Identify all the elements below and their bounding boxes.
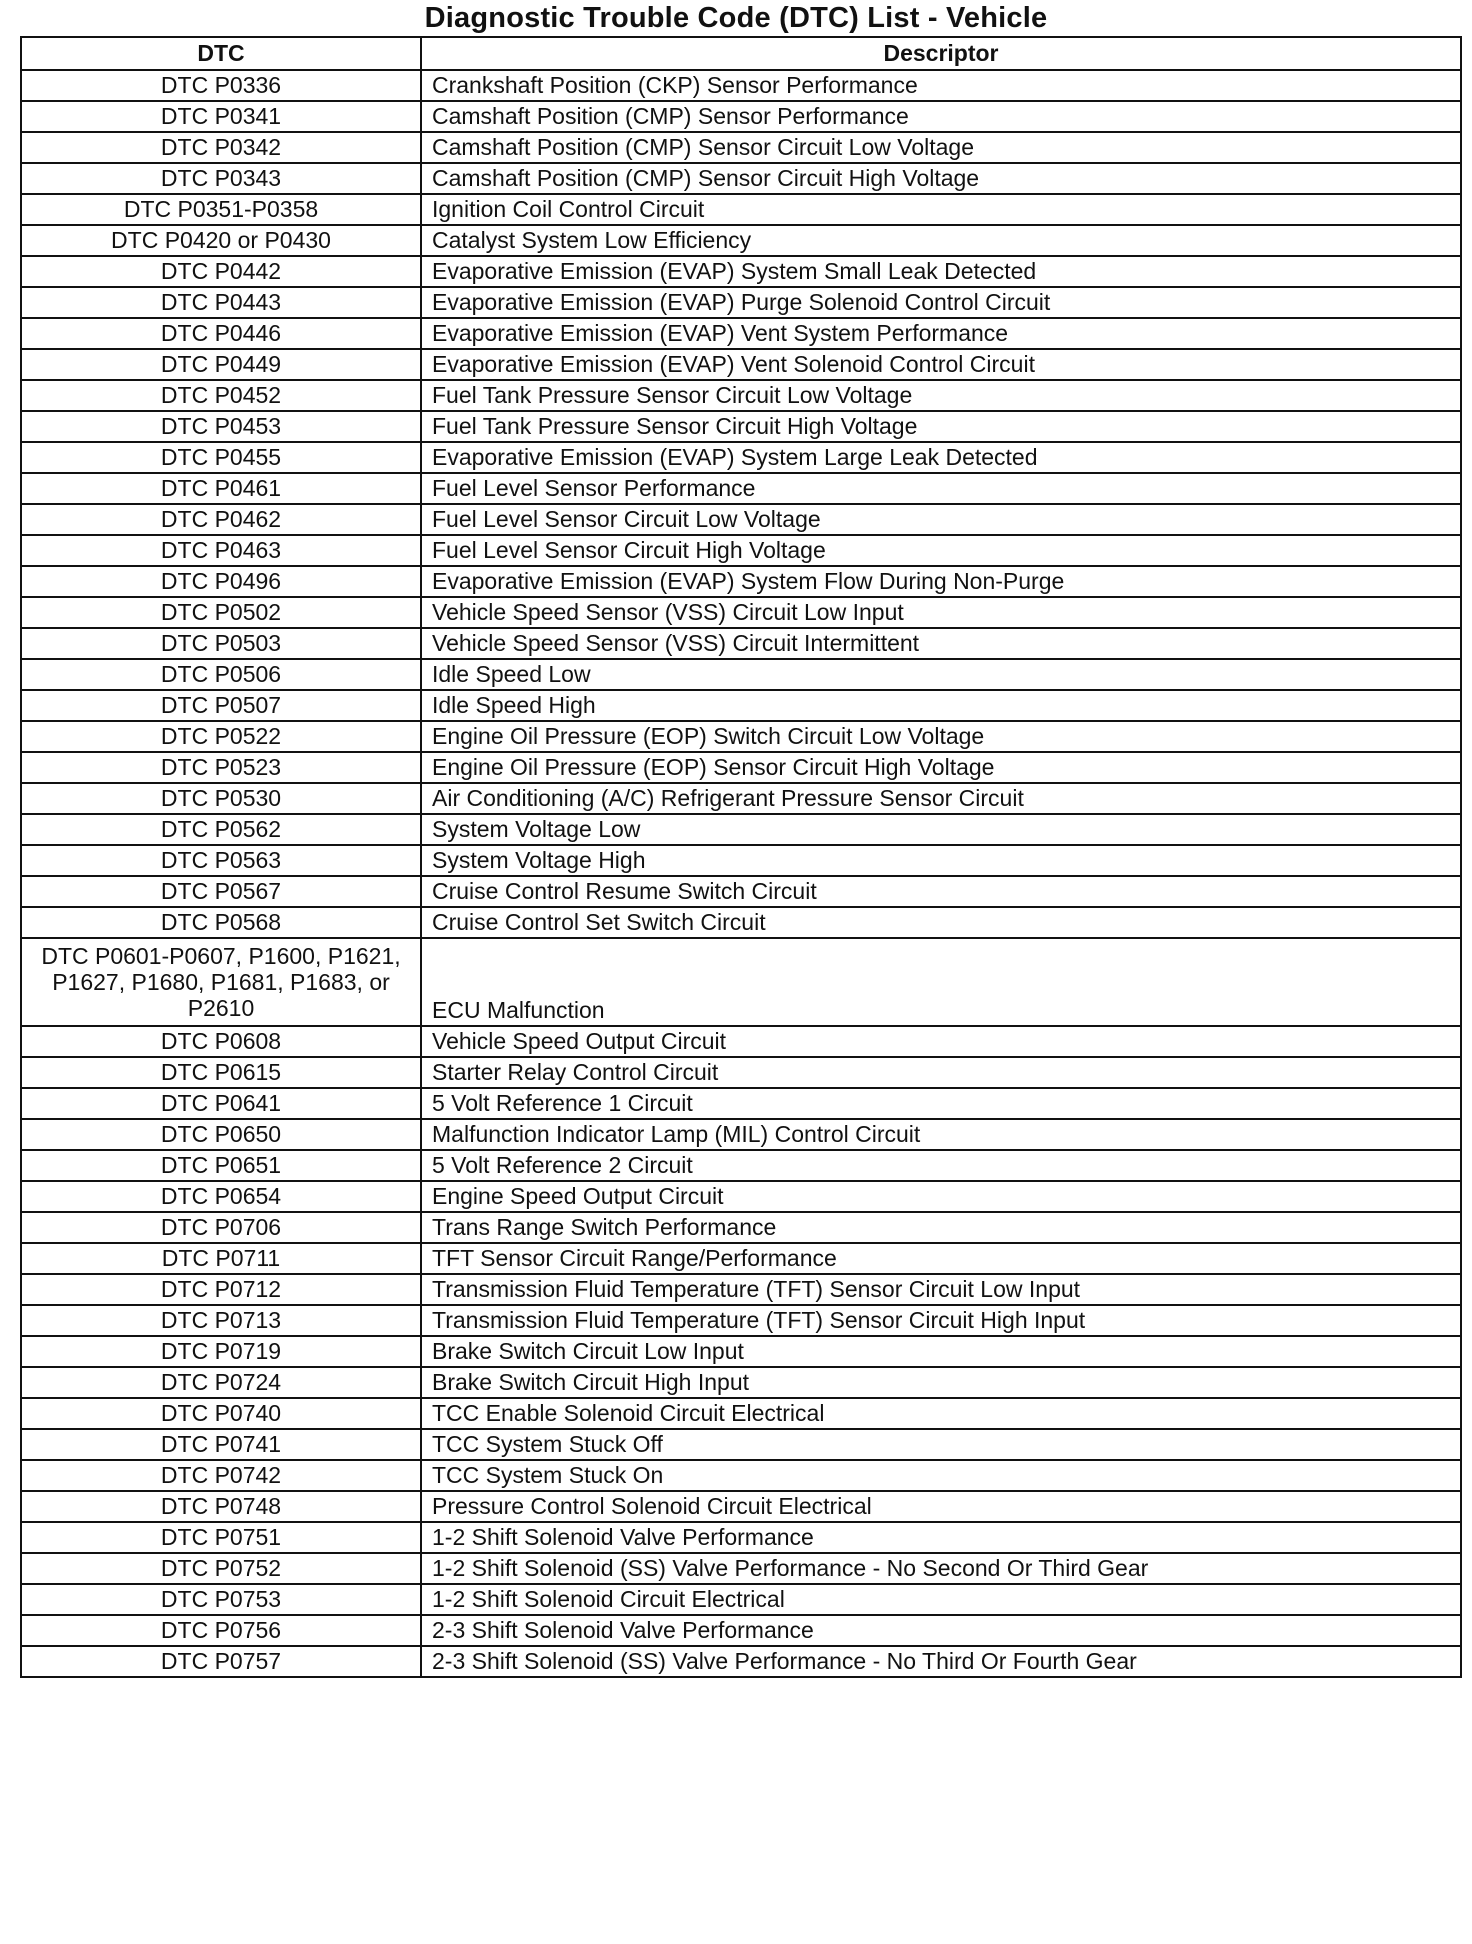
table-row: [21, 1026, 1461, 1057]
dtc-code-cell: DTC P0654: [21, 1181, 421, 1212]
table-row: [21, 1057, 1461, 1088]
dtc-descriptor-cell: 2-3 Shift Solenoid Valve Performance: [421, 1615, 1461, 1646]
dtc-code-cell: DTC P0601-P0607, P1600, P1621, P1627, P1680, P1681, P1683, or P2610: [21, 938, 421, 1026]
dtc-descriptor-cell: Brake Switch Circuit High Input: [421, 1367, 1461, 1398]
dtc-descriptor-cell: 5 Volt Reference 2 Circuit: [421, 1150, 1461, 1181]
dtc-descriptor-cell: Pressure Control Solenoid Circuit Electrical: [421, 1491, 1461, 1522]
table-row: [21, 721, 1461, 752]
dtc-code-cell: DTC P0442: [21, 256, 421, 287]
dtc-descriptor-cell: Camshaft Position (CMP) Sensor Performance: [421, 101, 1461, 132]
dtc-descriptor-cell: Trans Range Switch Performance: [421, 1212, 1461, 1243]
dtc-code-cell: DTC P0641: [21, 1088, 421, 1119]
table-row: [21, 1460, 1461, 1491]
dtc-descriptor-cell: Ignition Coil Control Circuit: [421, 194, 1461, 225]
table-row: [21, 163, 1461, 194]
table-row: [21, 1243, 1461, 1274]
table-row: [21, 1398, 1461, 1429]
dtc-code-cell: DTC P0530: [21, 783, 421, 814]
dtc-descriptor-cell: Idle Speed Low: [421, 659, 1461, 690]
dtc-code-cell: DTC P0522: [21, 721, 421, 752]
dtc-code-cell: DTC P0446: [21, 318, 421, 349]
dtc-code-cell: DTC P0615: [21, 1057, 421, 1088]
dtc-code-cell: DTC P0706: [21, 1212, 421, 1243]
dtc-descriptor-cell: System Voltage Low: [421, 814, 1461, 845]
dtc-code-cell: DTC P0443: [21, 287, 421, 318]
dtc-code-cell: DTC P0463: [21, 535, 421, 566]
dtc-descriptor-cell: Evaporative Emission (EVAP) System Small Leak Detected: [421, 256, 1461, 287]
dtc-code-cell: DTC P0751: [21, 1522, 421, 1553]
dtc-descriptor-cell: Cruise Control Set Switch Circuit: [421, 907, 1461, 938]
dtc-descriptor-cell: Crankshaft Position (CKP) Sensor Performance: [421, 70, 1461, 101]
dtc-descriptor-cell: Brake Switch Circuit Low Input: [421, 1336, 1461, 1367]
table-row: [21, 101, 1461, 132]
dtc-descriptor-cell: Engine Oil Pressure (EOP) Sensor Circuit High Voltage: [421, 752, 1461, 783]
dtc-descriptor-cell: Transmission Fluid Temperature (TFT) Sensor Circuit High Input: [421, 1305, 1461, 1336]
dtc-code-cell: DTC P0336: [21, 70, 421, 101]
dtc-code-cell: DTC P0453: [21, 411, 421, 442]
dtc-code-cell: DTC P0756: [21, 1615, 421, 1646]
table-body: [21, 70, 1461, 1677]
table-row: [21, 1305, 1461, 1336]
dtc-descriptor-cell: Vehicle Speed Sensor (VSS) Circuit Low Input: [421, 597, 1461, 628]
dtc-descriptor-cell: Evaporative Emission (EVAP) Vent Solenoid Control Circuit: [421, 349, 1461, 380]
dtc-code-cell: DTC P0719: [21, 1336, 421, 1367]
dtc-descriptor-cell: Camshaft Position (CMP) Sensor Circuit Low Voltage: [421, 132, 1461, 163]
dtc-descriptor-cell: TCC System Stuck On: [421, 1460, 1461, 1491]
dtc-code-cell: DTC P0507: [21, 690, 421, 721]
dtc-code-cell: DTC P0757: [21, 1646, 421, 1677]
dtc-code-cell: DTC P0341: [21, 101, 421, 132]
dtc-descriptor-cell: Transmission Fluid Temperature (TFT) Sensor Circuit Low Input: [421, 1274, 1461, 1305]
dtc-code-cell: DTC P0342: [21, 132, 421, 163]
table-row: [21, 783, 1461, 814]
table-row: [21, 690, 1461, 721]
dtc-descriptor-cell: Evaporative Emission (EVAP) Purge Solenoid Control Circuit: [421, 287, 1461, 318]
dtc-descriptor-cell: Catalyst System Low Efficiency: [421, 225, 1461, 256]
table-row: [21, 1274, 1461, 1305]
dtc-code-cell: DTC P0741: [21, 1429, 421, 1460]
page-title: Diagnostic Trouble Code (DTC) List - Vehicle: [424, 2, 1048, 34]
table-row: [21, 132, 1461, 163]
table-row: [21, 628, 1461, 659]
dtc-code-cell: DTC P0713: [21, 1305, 421, 1336]
dtc-code-cell: DTC P0712: [21, 1274, 421, 1305]
table-row: [21, 1088, 1461, 1119]
table-row: [21, 752, 1461, 783]
dtc-code-cell: DTC P0523: [21, 752, 421, 783]
dtc-descriptor-cell: TCC System Stuck Off: [421, 1429, 1461, 1460]
dtc-descriptor-cell: Evaporative Emission (EVAP) System Flow During Non-Purge: [421, 566, 1461, 597]
dtc-descriptor-cell: 2-3 Shift Solenoid (SS) Valve Performance - No Third Or Fourth Gear: [421, 1646, 1461, 1677]
dtc-descriptor-cell: 5 Volt Reference 1 Circuit: [421, 1088, 1461, 1119]
table-row: [21, 473, 1461, 504]
dtc-code-cell: DTC P0651: [21, 1150, 421, 1181]
dtc-descriptor-cell: Fuel Tank Pressure Sensor Circuit Low Voltage: [421, 380, 1461, 411]
dtc-descriptor-cell: System Voltage High: [421, 845, 1461, 876]
table-row: [21, 1181, 1461, 1212]
table-row: [21, 194, 1461, 225]
table-row: [21, 380, 1461, 411]
dtc-descriptor-cell: ECU Malfunction: [421, 938, 1461, 1026]
dtc-code-cell: DTC P0753: [21, 1584, 421, 1615]
table-row: [21, 1367, 1461, 1398]
dtc-code-cell: DTC P0502: [21, 597, 421, 628]
dtc-code-cell: DTC P0449: [21, 349, 421, 380]
table-row: [21, 1150, 1461, 1181]
table-header-row: [21, 37, 1461, 70]
table-row: [21, 1429, 1461, 1460]
table-row: [21, 318, 1461, 349]
column-header-dtc: DTC: [21, 37, 421, 70]
dtc-descriptor-cell: Evaporative Emission (EVAP) Vent System Performance: [421, 318, 1461, 349]
dtc-descriptor-cell: Fuel Level Sensor Circuit High Voltage: [421, 535, 1461, 566]
column-header-descriptor: Descriptor: [421, 37, 1461, 70]
table-row: [21, 566, 1461, 597]
dtc-descriptor-cell: Air Conditioning (A/C) Refrigerant Pressure Sensor Circuit: [421, 783, 1461, 814]
dtc-descriptor-cell: Cruise Control Resume Switch Circuit: [421, 876, 1461, 907]
dtc-code-cell: DTC P0748: [21, 1491, 421, 1522]
table-row: [21, 597, 1461, 628]
table-row: [21, 1646, 1461, 1677]
dtc-code-cell: DTC P0568: [21, 907, 421, 938]
dtc-code-cell: DTC P0343: [21, 163, 421, 194]
table-row: [21, 70, 1461, 101]
dtc-descriptor-cell: Starter Relay Control Circuit: [421, 1057, 1461, 1088]
dtc-descriptor-cell: Vehicle Speed Output Circuit: [421, 1026, 1461, 1057]
dtc-code-cell: DTC P0563: [21, 845, 421, 876]
table-row: [21, 1491, 1461, 1522]
dtc-code-cell: DTC P0608: [21, 1026, 421, 1057]
table-row: [21, 504, 1461, 535]
table-row: [21, 535, 1461, 566]
dtc-descriptor-cell: Engine Oil Pressure (EOP) Switch Circuit Low Voltage: [421, 721, 1461, 752]
dtc-code-cell: DTC P0351-P0358: [21, 194, 421, 225]
dtc-code-cell: DTC P0503: [21, 628, 421, 659]
table-row: [21, 938, 1461, 1026]
table-row: [21, 907, 1461, 938]
dtc-code-cell: DTC P0452: [21, 380, 421, 411]
dtc-descriptor-cell: 1-2 Shift Solenoid Circuit Electrical: [421, 1584, 1461, 1615]
dtc-descriptor-cell: Idle Speed High: [421, 690, 1461, 721]
dtc-code-cell: DTC P0742: [21, 1460, 421, 1491]
dtc-code-cell: DTC P0455: [21, 442, 421, 473]
table-row: [21, 287, 1461, 318]
dtc-code-cell: DTC P0506: [21, 659, 421, 690]
dtc-code-cell: DTC P0740: [21, 1398, 421, 1429]
dtc-table: [20, 36, 1462, 1678]
table-row: [21, 1584, 1461, 1615]
table-row: [21, 659, 1461, 690]
table-row: [21, 814, 1461, 845]
dtc-descriptor-cell: Evaporative Emission (EVAP) System Large Leak Detected: [421, 442, 1461, 473]
dtc-descriptor-cell: Malfunction Indicator Lamp (MIL) Control Circuit: [421, 1119, 1461, 1150]
dtc-code-cell: DTC P0650: [21, 1119, 421, 1150]
table-row: [21, 876, 1461, 907]
dtc-descriptor-cell: Camshaft Position (CMP) Sensor Circuit High Voltage: [421, 163, 1461, 194]
dtc-descriptor-cell: Engine Speed Output Circuit: [421, 1181, 1461, 1212]
table-row: [21, 1212, 1461, 1243]
table-row: [21, 1522, 1461, 1553]
dtc-descriptor-cell: TCC Enable Solenoid Circuit Electrical: [421, 1398, 1461, 1429]
table-row: [21, 1553, 1461, 1584]
table-row: [21, 349, 1461, 380]
table-row: [21, 845, 1461, 876]
dtc-code-cell: DTC P0752: [21, 1553, 421, 1584]
table-row: [21, 442, 1461, 473]
dtc-descriptor-cell: Fuel Level Sensor Circuit Low Voltage: [421, 504, 1461, 535]
dtc-descriptor-cell: Vehicle Speed Sensor (VSS) Circuit Intermittent: [421, 628, 1461, 659]
dtc-code-cell: DTC P0711: [21, 1243, 421, 1274]
dtc-code-cell: DTC P0462: [21, 504, 421, 535]
dtc-code-cell: DTC P0724: [21, 1367, 421, 1398]
dtc-descriptor-cell: Fuel Tank Pressure Sensor Circuit High Voltage: [421, 411, 1461, 442]
table-row: [21, 1615, 1461, 1646]
table-row: [21, 411, 1461, 442]
dtc-code-cell: DTC P0420 or P0430: [21, 225, 421, 256]
dtc-code-cell: DTC P0567: [21, 876, 421, 907]
table-row: [21, 225, 1461, 256]
dtc-descriptor-cell: 1-2 Shift Solenoid (SS) Valve Performance - No Second Or Third Gear: [421, 1553, 1461, 1584]
table-row: [21, 1336, 1461, 1367]
dtc-code-cell: DTC P0461: [21, 473, 421, 504]
dtc-code-cell: DTC P0496: [21, 566, 421, 597]
table-row: [21, 256, 1461, 287]
dtc-code-cell: DTC P0562: [21, 814, 421, 845]
dtc-descriptor-cell: TFT Sensor Circuit Range/Performance: [421, 1243, 1461, 1274]
dtc-descriptor-cell: Fuel Level Sensor Performance: [421, 473, 1461, 504]
table-row: [21, 1119, 1461, 1150]
dtc-descriptor-cell: 1-2 Shift Solenoid Valve Performance: [421, 1522, 1461, 1553]
